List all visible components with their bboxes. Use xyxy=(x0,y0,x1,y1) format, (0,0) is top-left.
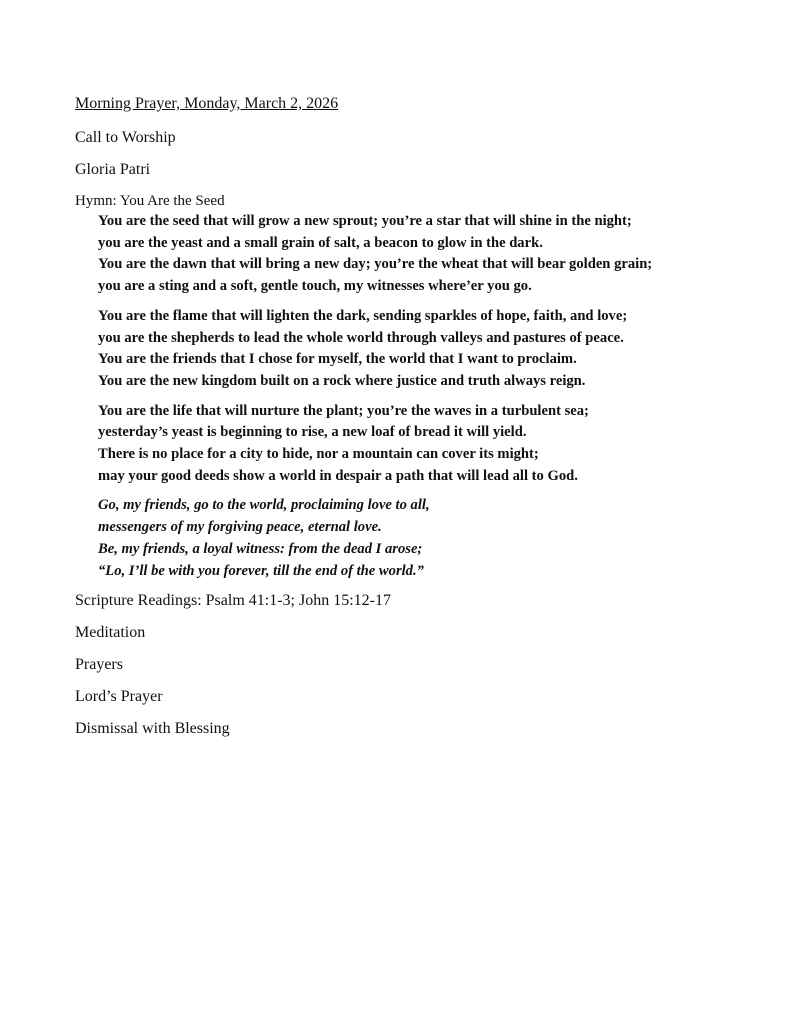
bulletin-page xyxy=(75,93,735,750)
hymn-line: yesterday’s yeast is beginning to rise, a new loaf of bread it will yield. xyxy=(98,424,527,441)
hymn-text xyxy=(98,211,735,582)
order-item-prayers: Prayers xyxy=(75,656,123,674)
order-item-gloria-patri: Gloria Patri xyxy=(75,161,151,178)
hymn-line: You are the flame that will lighten the dark, sending sparkles of hope, faith, and love; xyxy=(98,307,628,324)
hymn-line: You are the seed that will grow a new sprout; you’re a star that will shine in the night; xyxy=(98,213,632,229)
hymn-line: There is no place for a city to hide, nor a mountain can cover its might; xyxy=(98,446,539,463)
hymn-refrain xyxy=(98,495,735,582)
hymn-line: you are a sting and a soft, gentle touch, my witnesses where’er you go. xyxy=(98,278,532,295)
refrain-line: messengers of my forgiving peace, eternal love. xyxy=(98,519,382,536)
order-item-dismissal: Dismissal with Blessing xyxy=(75,720,230,738)
hymn-line: you are the shepherds to lead the whole world through valleys and pastures of peace. xyxy=(98,329,624,346)
order-item-call-to-worship: Call to Worship xyxy=(75,129,176,146)
hymn-stanza-3 xyxy=(98,401,735,488)
hymn-line: You are the life that will nurture the plant; you’re the waves in a turbulent sea; xyxy=(98,402,589,419)
hymn-line: You are the dawn that will bring a new day; you’re the wheat that will bear golden grain; xyxy=(98,256,653,273)
refrain-line: Go, my friends, go to the world, proclaiming love to all, xyxy=(98,497,430,514)
order-item-lords-prayer: Lord’s Prayer xyxy=(75,688,163,706)
order-item-scripture-readings: Scripture Readings: Psalm 41:1-3; John 15:12-17 xyxy=(75,592,391,610)
hymn-stanza-2 xyxy=(98,306,735,393)
hymn-label: Hymn: You Are the Seed xyxy=(75,193,225,209)
hymn-line: may your good deeds show a world in despair a path that will lead all to God. xyxy=(98,467,578,484)
hymn-line: You are the new kingdom built on a rock where justice and truth always reign. xyxy=(98,372,586,389)
refrain-line: Be, my friends, a loyal witness: from the dead I arose; xyxy=(98,540,423,557)
hymn-stanza-1 xyxy=(98,211,735,298)
hymn-line: You are the friends that I chose for myself, the world that I want to proclaim. xyxy=(98,351,577,368)
hymn-line: you are the yeast and a small grain of salt, a beacon to glow in the dark. xyxy=(98,234,543,251)
refrain-line: “Lo, I’ll be with you forever, till the end of the world.” xyxy=(98,562,424,579)
page-title: Morning Prayer, Monday, March 2, 2026 xyxy=(75,95,339,112)
order-item-meditation: Meditation xyxy=(75,624,146,642)
